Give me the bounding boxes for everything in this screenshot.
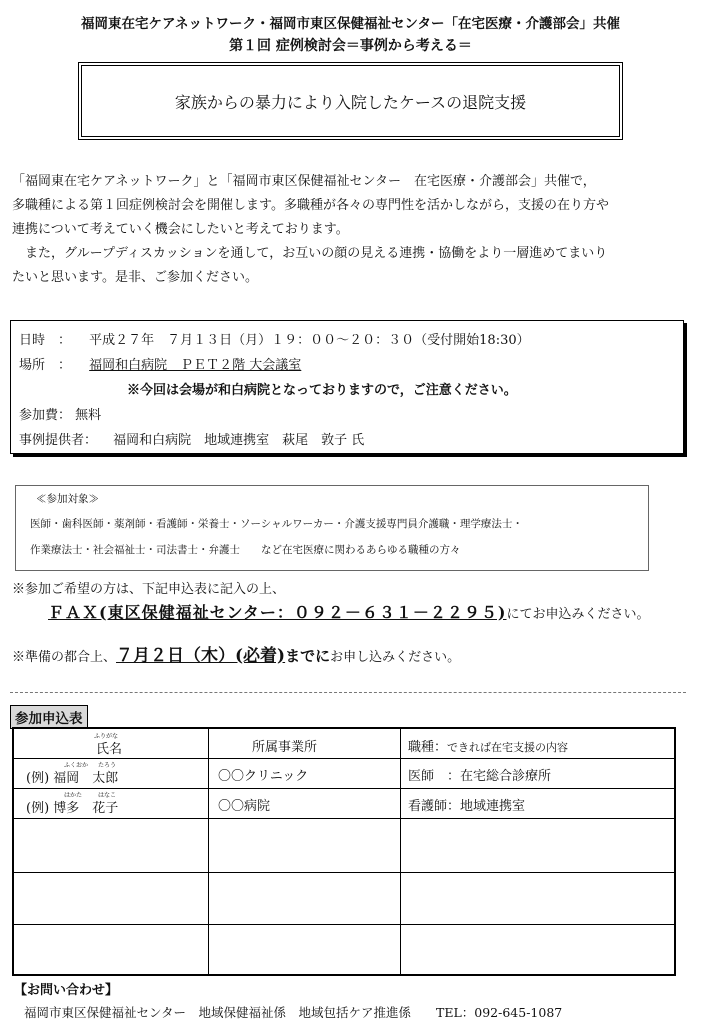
example-job: 看護師：地域連携室 bbox=[408, 799, 526, 814]
place-note: ※今回は会場が和白病院となっておりますので，ご注意ください。 bbox=[127, 383, 517, 398]
place-row bbox=[19, 354, 301, 373]
form-label: 参加申込表 bbox=[10, 705, 88, 729]
fee-row bbox=[19, 404, 101, 423]
event-info-box bbox=[10, 320, 684, 454]
fee-value: 無料 bbox=[75, 408, 102, 423]
place-value: 福岡和白病院 ＰＥＴ２階 大会議室 bbox=[89, 358, 302, 373]
blank-entry-row[interactable] bbox=[14, 873, 670, 924]
intro-line: 「福岡東在宅ケアネットワーク」と「福岡市東区保健福祉センター 在宅医療・介護部会」共催で， bbox=[12, 174, 596, 189]
presenter-value: 福岡和白病院 地域連携室 萩尾 敦子 氏 bbox=[113, 433, 365, 448]
organizers-heading: 福岡東在宅ケアネットワーク・福岡市東区保健福祉センター「在宅医療・介護部会」共催 bbox=[81, 16, 620, 32]
header-job bbox=[408, 736, 568, 755]
blank-entry-row[interactable] bbox=[14, 925, 670, 970]
target-heading: ≪参加対象≫ bbox=[36, 493, 99, 505]
deadline-prefix: ※準備の都合上、 bbox=[12, 650, 117, 665]
contact-details: 福岡市東区保健福祉センター 地域保健福祉係 地域包括ケア推進係 TEL：092-645-1087 bbox=[24, 1005, 563, 1020]
header-job-note: できれば在宅支援の内容 bbox=[447, 741, 569, 754]
example-office: 〇〇クリニック bbox=[218, 769, 309, 784]
name-ruby: ふくおか bbox=[64, 762, 89, 769]
application-table bbox=[12, 727, 676, 976]
event-title: 第１回 症例検討会＝事例から考える＝ bbox=[229, 38, 472, 54]
apply-instruction: ※参加ご希望の方は、下記申込表に記入の上、 bbox=[12, 582, 286, 597]
fax-line bbox=[48, 600, 650, 623]
intro-line: 多職種による第１回症例検討会を開催します。多職種が各々の専門性を活かしながら，支援の在り方や bbox=[12, 198, 609, 213]
example-name: (例) 福岡 太郎 bbox=[26, 771, 119, 786]
header-job-label: 職種： bbox=[408, 740, 448, 755]
target-box bbox=[15, 485, 649, 571]
name-ruby: はなこ bbox=[98, 792, 117, 799]
example-name: (例) 博多 花子 bbox=[26, 801, 119, 816]
header-name: 氏名 bbox=[96, 742, 123, 757]
deadline-suffix: までに bbox=[285, 647, 331, 665]
deadline-date: ７月２日（木）(必着) bbox=[116, 646, 286, 666]
deadline-suffix: お申し込みください。 bbox=[330, 650, 461, 665]
place-label: 場所 ： bbox=[19, 358, 72, 373]
case-title: 家族からの暴力により入院したケースの退院支援 bbox=[174, 92, 527, 112]
example-job: 医師 ：在宅総合診療所 bbox=[408, 769, 552, 784]
header-office: 所属事業所 bbox=[252, 740, 318, 755]
example-office: 〇〇病院 bbox=[218, 799, 271, 814]
fee-label: 参加費： bbox=[19, 408, 72, 423]
intro-text bbox=[12, 170, 692, 290]
name-ruby: はかた bbox=[64, 792, 83, 799]
date-row bbox=[19, 329, 530, 348]
date-value: 平成２７年 ７月１３日（月）１９：００～２０：３０（受付開始18:30） bbox=[89, 333, 530, 348]
date-label: 日時 ： bbox=[19, 333, 72, 348]
fax-suffix: にてお申込みください。 bbox=[506, 607, 650, 622]
presenter-row bbox=[19, 429, 364, 448]
target-line: 医師・歯科医師・薬剤師・看護師・栄養士・ソーシャルワーカー・介護支援専門員介護職・理学療法士・ bbox=[30, 518, 523, 530]
intro-line: 連携について考えていく機会にしたいと考えております。 bbox=[12, 222, 349, 237]
cut-line bbox=[10, 692, 686, 693]
intro-line: また，グループディスカッションを通して，お互いの顔の見える連携・協働をより一層進めてまいり bbox=[12, 246, 608, 261]
case-title-box bbox=[78, 62, 623, 140]
deadline-line bbox=[12, 641, 460, 666]
name-ruby: ふりがな bbox=[94, 733, 119, 740]
fax-number: ＦＡＸ(東区保健福祉センター：０９２－６３１－２２９５) bbox=[48, 603, 507, 622]
intro-line: たいと思います。是非、ご参加ください。 bbox=[12, 270, 258, 285]
presenter-label: 事例提供者： bbox=[19, 433, 98, 448]
target-line: 作業療法士・社会福祉士・司法書士・弁護士 など在宅医療に関わるあらゆる職種の方々 bbox=[30, 544, 461, 556]
contact-heading: 【お問い合わせ】 bbox=[14, 983, 119, 998]
name-ruby: たろう bbox=[98, 762, 117, 769]
blank-entry-row[interactable] bbox=[14, 819, 670, 872]
